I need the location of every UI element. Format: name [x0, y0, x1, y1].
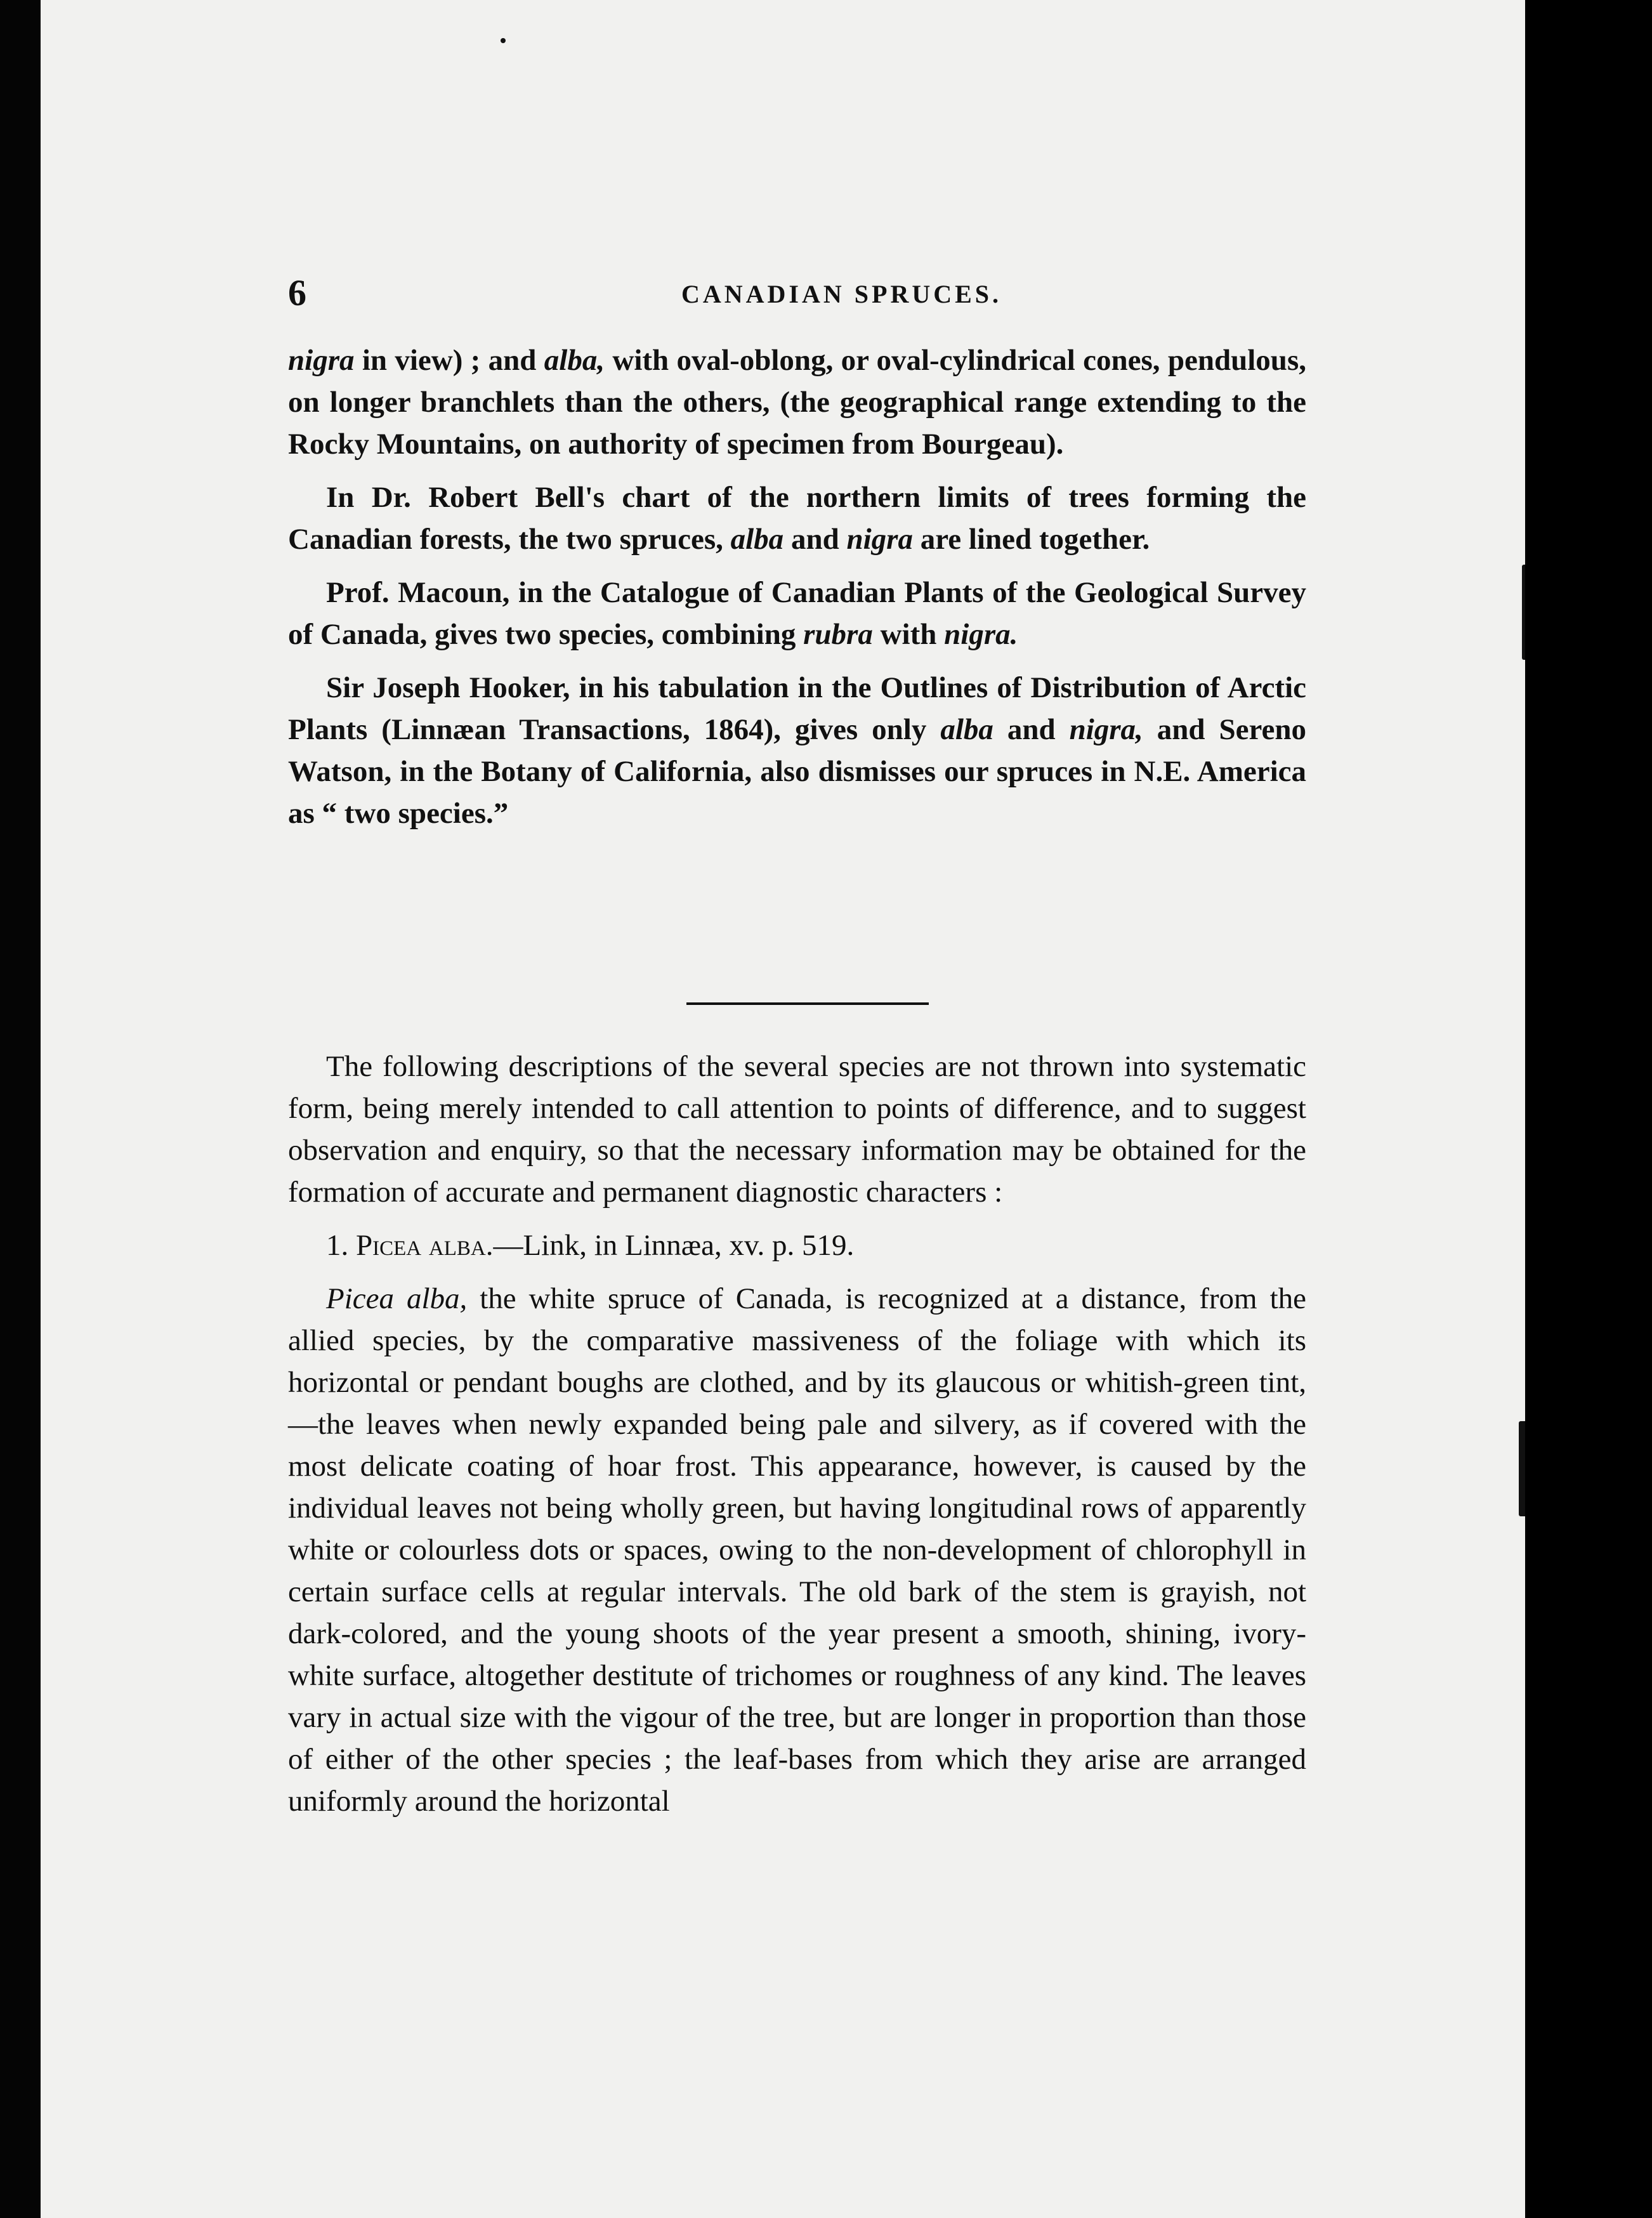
book-page	[41, 0, 1525, 2218]
text-run: alba	[940, 713, 993, 746]
text-run: nigra	[846, 523, 913, 556]
paragraph-picea-alba	[288, 1278, 1306, 1822]
text-run: with oval-oblong, or oval-cylindrical cones, pendulous, on longer branchlets than the others, (the geographical range extending to the Rocky Mountains, on authority of specimen from Bourgeau).	[288, 344, 1306, 461]
paragraph-continuation	[288, 339, 1306, 465]
text-run: alba,	[544, 344, 605, 377]
paragraph-macoun	[288, 572, 1306, 655]
margin-ink-mark	[1522, 565, 1525, 660]
text-run: The following descriptions of the several species are not thrown into systematic form, being merely intended to call attention to points of difference, and to suggest observation and enquiry, so that the necessary information may be obtained for the formation of accurate and permanent diagnostic characters :	[288, 1050, 1306, 1209]
paragraph-hooker	[288, 667, 1306, 834]
text-run: in view) ; and	[354, 344, 544, 377]
margin-ink-mark	[1519, 1421, 1525, 1516]
text-run: alba	[730, 523, 784, 556]
running-title: CANADIAN SPRUCES.	[681, 280, 1002, 308]
text-run: nigra,	[1069, 713, 1143, 746]
species-name: Picea alba.	[356, 1229, 494, 1262]
text-section-lower	[288, 1046, 1306, 1822]
text-run: with	[872, 618, 945, 651]
text-run: the white spruce of Canada, is recognized at a distance, from the allied species, by the comparative massiveness of the foliage with which its horizontal or pendant boughs are clothed, and by its glaucous or whitish-green tint,—the leaves when newly expanded being pale and silvery, as if covered with the most delicate coating of hoar frost. This appearance, however, is caused by the individual leaves not being wholly green, but having longitudinal rows of apparently white or colourless dots or spaces, owing to the non-development of chlorophyll in certain surface cells at regular intervals. The old bark of the stem is grayish, not dark-colored, and the young shoots of the year present a smooth, shining, ivory-white surface, altogether destitute of trichomes or roughness of any kind. The leaves vary in actual size with the vigour of the tree, but are longer in proportion than those of either of the other species ; the leaf-bases from which they arise are arranged uniformly around the horizontal	[288, 1282, 1306, 1818]
text-run: Sir Joseph Hooker, in his tabulation in the Outlines of Distribution of Arctic Plants (Linnæan Transactions, 1864), gives only	[288, 671, 1306, 746]
species-number: 1.	[326, 1229, 349, 1262]
text-run: rubra	[803, 618, 873, 651]
paragraph-bell-chart	[288, 476, 1306, 560]
text-run: nigra	[288, 344, 355, 377]
text-run: Picea alba,	[326, 1282, 468, 1315]
section-divider	[686, 1002, 929, 1005]
left-scan-border	[0, 0, 41, 2218]
page-header	[288, 265, 1306, 316]
text-run: Prof. Macoun, in the Catalogue of Canadian Plants of the Geological Survey of Canada, gives two species, combining	[288, 576, 1306, 651]
species-heading	[288, 1224, 1306, 1266]
text-run: nigra.	[944, 618, 1018, 651]
right-scan-border	[1525, 0, 1652, 2218]
text-run: and	[993, 713, 1070, 746]
paragraph-descriptions-intro	[288, 1046, 1306, 1213]
page-number: 6	[288, 272, 306, 313]
text-run: are lined together.	[912, 523, 1150, 556]
species-citation: —Link, in Linnæa, xv. p. 519.	[493, 1229, 855, 1262]
text-section-upper	[288, 339, 1306, 834]
top-ink-dot	[501, 38, 506, 43]
text-run: In Dr. Robert Bell's chart of the northern limits of trees forming the Canadian forests, the two spruces,	[288, 481, 1306, 556]
text-run: and	[783, 523, 847, 556]
text-run: and Sereno Watson, in the Botany of California, also dismisses our spruces in N.E. America as “ two species.”	[288, 713, 1306, 830]
